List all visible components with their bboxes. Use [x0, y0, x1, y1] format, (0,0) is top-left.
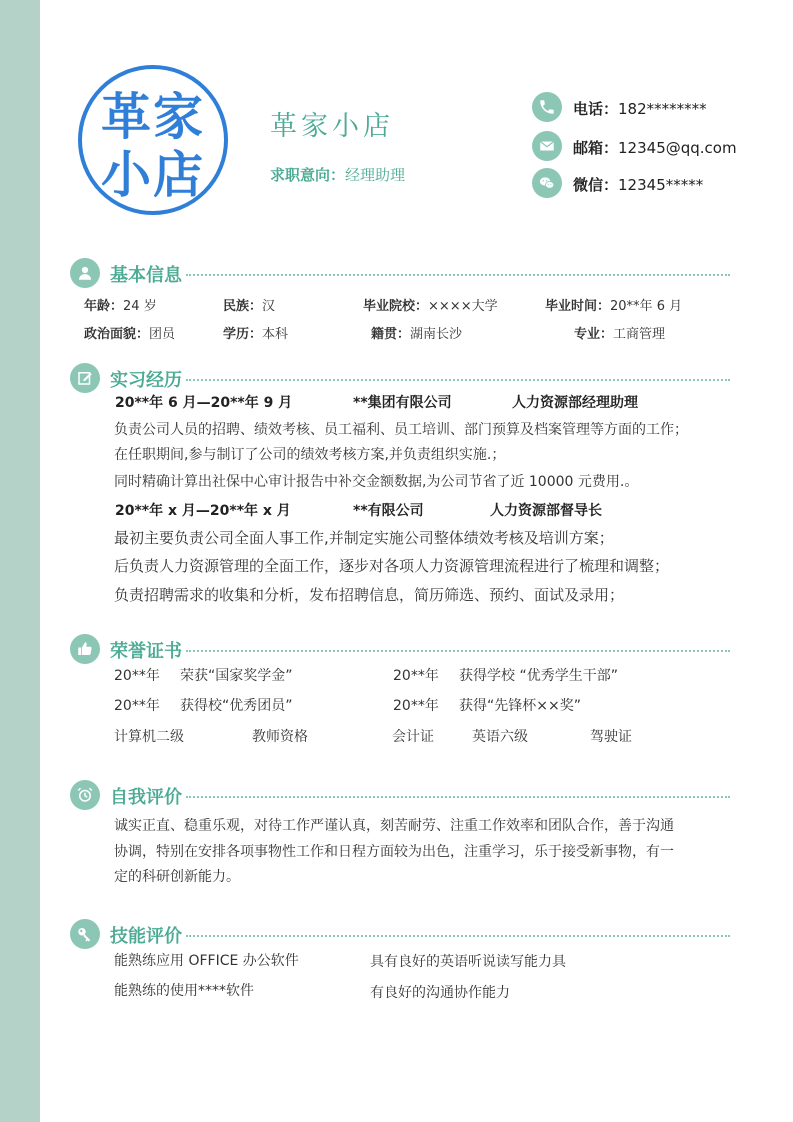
- certificate-item: 驾驶证: [590, 729, 632, 745]
- info-value: 汉: [262, 299, 276, 314]
- info-value: 本科: [262, 327, 289, 342]
- info-label: 专业：: [574, 327, 614, 342]
- phone-label: 电话：: [573, 100, 619, 118]
- section-divider: [186, 935, 730, 937]
- job2-position: 人力资源部督导长: [490, 503, 602, 519]
- info-label: 毕业院校：: [363, 299, 429, 314]
- phone-icon: [532, 92, 562, 122]
- honor-item: 荣获“国家奖学金”: [180, 668, 293, 684]
- section-divider: [186, 650, 730, 652]
- info-value: 24 岁: [123, 299, 157, 314]
- job2-duty-line: 后负责人力资源管理的全面工作，逐步对各项人力资源管理流程进行了梳理和调整；: [114, 557, 670, 575]
- honor-year: 20**年: [393, 698, 439, 714]
- certificate-item: 会计证: [392, 729, 434, 745]
- mail-icon: [532, 131, 562, 161]
- info-label: 籍贯：: [371, 327, 411, 342]
- wechat-label: 微信：: [573, 176, 619, 194]
- job2-period: 20**年 x 月—20**年 x 月: [115, 503, 291, 519]
- section-title: 荣誉证书: [110, 641, 182, 662]
- honor-year: 20**年: [114, 668, 160, 684]
- info-graduation: [545, 295, 682, 314]
- section-divider: [186, 796, 730, 798]
- job1-period: 20**年 6 月—20**年 9 月: [115, 395, 293, 411]
- section-divider: [186, 379, 730, 381]
- skill-item: 能熟练应用 OFFICE 办公软件: [114, 953, 299, 969]
- thumbs-up-icon: [70, 634, 100, 664]
- info-label: 年龄：: [84, 299, 124, 314]
- section-honors: [70, 634, 730, 666]
- info-label: 毕业时间：: [545, 299, 611, 314]
- edit-icon: [70, 363, 100, 393]
- self-eval-line: 协调，特别在安排各项事物性工作和日程方面较为出色，注重学习，乐于接受新事物，有一: [114, 844, 674, 860]
- honor-year: 20**年: [393, 668, 439, 684]
- info-value: 20**年 6 月: [610, 299, 683, 314]
- info-value: ××××大学: [428, 299, 498, 314]
- job1-position: 人力资源部经理助理: [512, 395, 638, 411]
- section-title: 技能评价: [110, 926, 182, 947]
- section-title: 自我评价: [110, 787, 182, 808]
- email-label: 邮箱：: [573, 139, 619, 157]
- job-objective: [270, 164, 405, 185]
- wechat-value: 12345*****: [618, 176, 704, 194]
- info-education: [223, 323, 288, 342]
- info-major: [574, 323, 665, 342]
- email-value: 12345@qq.com: [618, 139, 737, 157]
- shop-logo-stamp: [77, 64, 229, 216]
- honor-item: 获得“先锋杯××奖”: [459, 698, 581, 714]
- section-basic-info: [70, 258, 730, 290]
- job1-company: **集团有限公司: [353, 395, 452, 411]
- candidate-name: 革家小店: [270, 111, 394, 142]
- job1-duty-line: 负责公司人员的招聘、绩效考核、员工福利、员工培训、部门预算及档案管理等方面的工作；: [114, 422, 688, 438]
- svg-text:小店: 小店: [101, 145, 205, 204]
- info-age: [84, 295, 157, 314]
- certificate-item: 计算机二级: [114, 729, 184, 745]
- job1-duty-line: 同时精确计算出社保中心审计报告中补交金额数据,为公司节省了近 10000 元费用.。: [114, 474, 639, 490]
- info-label: 民族：: [223, 299, 263, 314]
- section-internship: [70, 363, 730, 395]
- alarm-clock-icon: [70, 780, 100, 810]
- info-value: 团员: [149, 327, 176, 342]
- section-self-evaluation: [70, 780, 730, 812]
- self-eval-line: 定的科研创新能力。: [114, 869, 240, 885]
- phone-value: 182********: [618, 100, 707, 118]
- key-icon: [70, 919, 100, 949]
- job2-company: **有限公司: [353, 503, 424, 519]
- info-ethnicity: [223, 295, 275, 314]
- skill-item: 具有良好的英语听说读写能力具: [370, 954, 566, 970]
- job2-duty-line: 负责招聘需求的收集和分析，发布招聘信息，简历筛选、预约、面试及录用；: [114, 586, 625, 604]
- job-objective-label: 求职意向：: [270, 166, 346, 184]
- info-hometown: [371, 323, 462, 342]
- section-divider: [186, 274, 730, 276]
- skill-item: 能熟练的使用****软件: [114, 983, 254, 999]
- left-sidebar-bar: [0, 0, 40, 1122]
- self-eval-line: 诚实正直、稳重乐观，对待工作严谨认真，刻苦耐劳、注重工作效率和团队合作，善于沟通: [114, 818, 674, 834]
- info-school: [363, 295, 498, 314]
- honor-item: 获得学校 “优秀学生干部”: [459, 668, 618, 684]
- info-value: 工商管理: [613, 327, 666, 342]
- section-title: 实习经历: [110, 370, 182, 391]
- info-label: 学历：: [223, 327, 263, 342]
- certificate-item: 英语六级: [472, 729, 528, 745]
- honor-item: 获得校“优秀团员”: [180, 698, 293, 714]
- section-skills: [70, 919, 730, 951]
- job1-duty-line: 在任职期间,参与制订了公司的绩效考核方案,并负责组织实施.；: [114, 447, 506, 463]
- job2-duty-line: 最初主要负责公司全面人事工作,并制定实施公司整体绩效考核及培训方案；: [114, 529, 614, 547]
- info-value: 湖南长沙: [410, 327, 463, 342]
- info-political: [84, 323, 175, 342]
- user-icon: [70, 258, 100, 288]
- honor-year: 20**年: [114, 698, 160, 714]
- section-title: 基本信息: [110, 265, 182, 286]
- certificate-item: 教师资格: [252, 729, 308, 745]
- skill-item: 有良好的沟通协作能力: [370, 985, 510, 1001]
- svg-text:革家: 革家: [101, 87, 205, 146]
- job-objective-value: 经理助理: [345, 166, 406, 184]
- wechat-icon: [532, 168, 562, 198]
- info-label: 政治面貌：: [84, 327, 150, 342]
